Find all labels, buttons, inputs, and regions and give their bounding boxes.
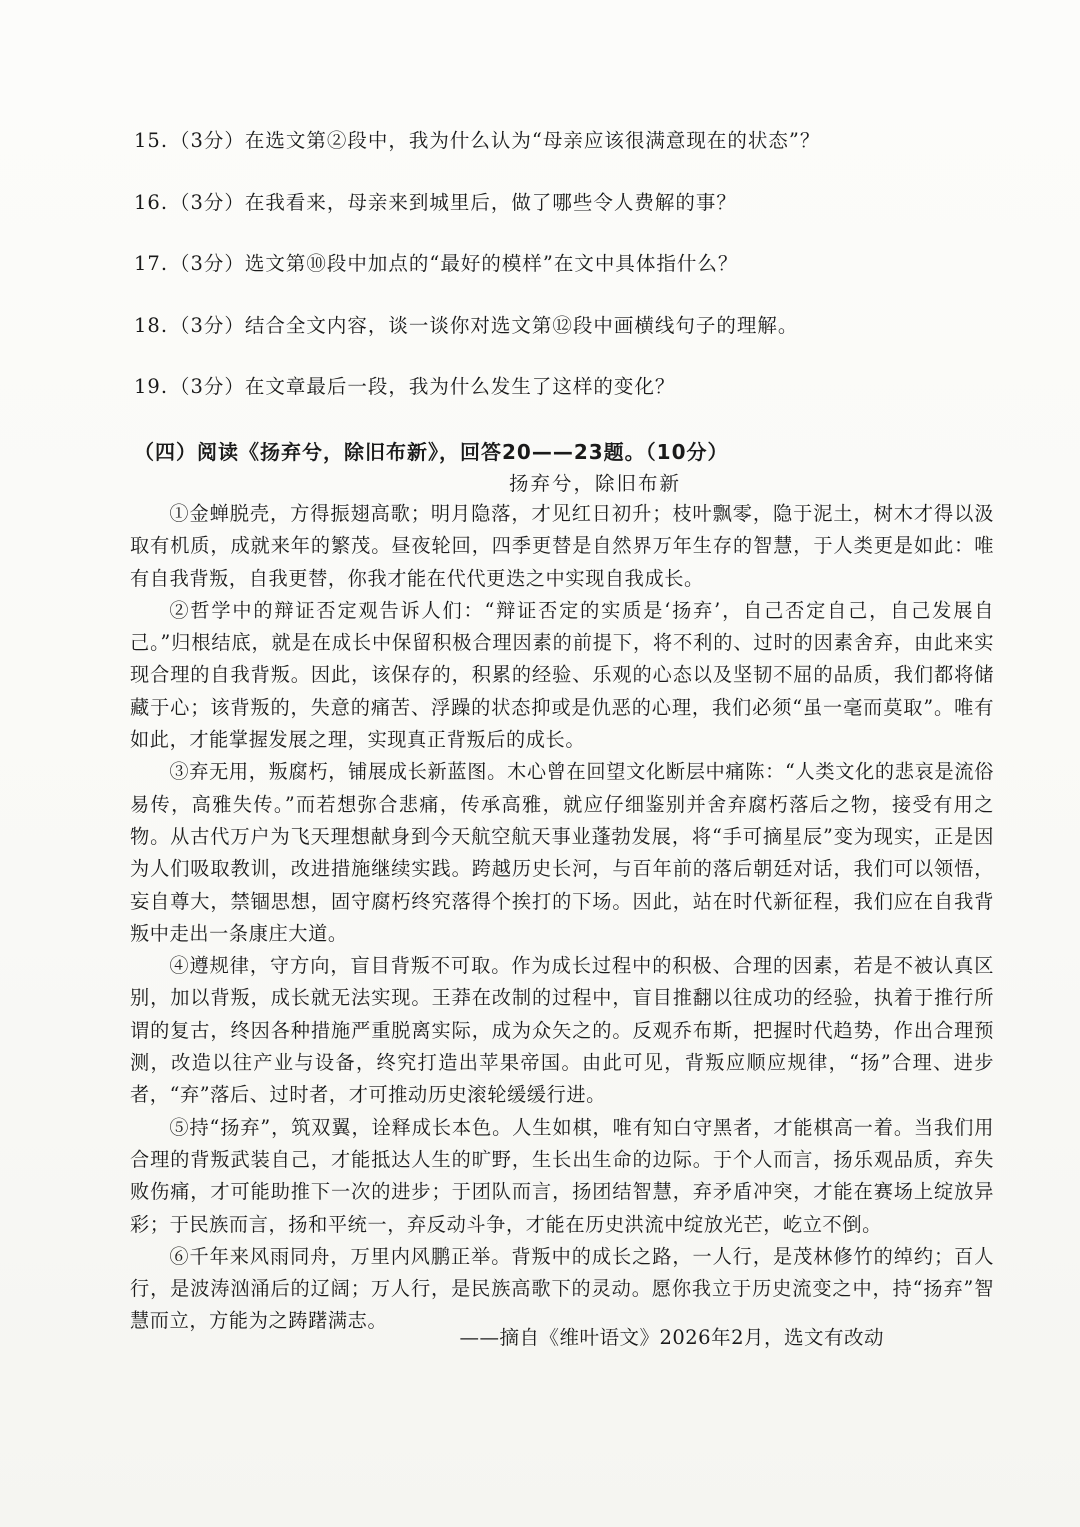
article-paragraph-3: ③弃无用，叛腐朽，铺展成长新蓝图。木心曾在回望文化断层中痛陈：“人类文化的悲哀是流俗易传，高雅失传。”而若想弥合悲痛，传承高雅，就应仔细鉴别并舍弃腐朽落后之物，接受有用之物。从古代万户为飞天理想献身到今天航空航天事业蓬勃发展，将“手可摘星辰”变为现实，正是因为人们吸取教训，改进措施继续实践。跨越历史长河，与百年前的落后朝廷对话，我们可以领悟，妄自尊大，禁锢思想，固守腐朽终究落得个挨打的下场。因此，站在时代新征程，我们应在自我背叛中走出一条康庄大道。 (130, 760, 994, 945)
question-15 (134, 126, 1014, 188)
question-text: （3分）在我看来，母亲来到城里后，做了哪些令人费解的事？ (170, 190, 737, 214)
question-18 (134, 311, 1014, 373)
article-paragraph-4: ④遵规律，守方向，盲目背叛不可取。作为成长过程中的积极、合理的因素，若是不被认真区别，加以背叛，成长就无法实现。王莽在改制的过程中，盲目推翻以往成功的经验，执着于推行所谓的复古，终因各种措施严重脱离实际，成为众矢之的。反观乔布斯，把握时代趋势，作出合理预测，改造以往产业与设备，终究打造出苹果帝国。由此可见，背叛应顺应规律，“扬”合理、进步者，“弃”落后、过时者，才可推动历史滚轮缓缓行进。 (130, 954, 994, 1107)
question-number: 19. (134, 375, 169, 398)
question-number: 18. (134, 313, 169, 337)
question-text: （3分）选文第⑩段中加点的“最好的模样”在文中具体指什么？ (170, 252, 739, 275)
article-paragraph-5: ⑤持“扬弃”，筑双翼，诠释成长本色。人生如棋，唯有知白守黑者，才能棋高一着。当我们用合理的背叛武装自己，才能抵达人生的旷野，生长出生命的边际。于个人而言，扬乐观品质，弃失败伤痛，才可能助推下一次的进步；于团队而言，扬团结智慧，弃矛盾冲突，才能在赛场上绽放异彩；于民族而言，扬和平统一，弃反动斗争，才能在历史洪流中绽放光芒，屹立不倒。 (130, 1115, 994, 1236)
article-paragraph-2: ②哲学中的辩证否定观告诉人们：“辩证否定的实质是‘扬弃’，自己否定自己，自己发展自己。”归根结底，就是在成长中保留积极合理因素的前提下，将不利的、过时的因素舍弃，由此来实现合理的自我背叛。因此，该保存的，积累的经验、乐观的心态以及坚韧不屈的品质，我们都将储藏于心；该背叛的，失意的痛苦、浮躁的状态抑或是仇恶的心理，我们必须“虽一毫而莫取”。唯有如此，才能掌握发展之理，实现真正背叛后的成长。 (130, 598, 994, 752)
question-16 (134, 188, 1014, 250)
question-number: 17. (134, 252, 169, 275)
question-17 (134, 249, 1014, 311)
article-source: ——摘自《维叶语文》2026年2月，选文有改动 (459, 1326, 884, 1349)
article-paragraph-1: ①金蝉脱壳，方得振翅高歌；明月隐落，才见红日初升；枝叶飘零，隐于泥土，树木才得以汲取有机质，成就来年的繁茂。昼夜轮回，四季更替是自然界万年生存的智慧，于人类更是如此：唯有自我背叛，自我更替，你我才能在代代更迭之中实现自我成长。 (130, 502, 994, 590)
question-text: （3分）在文章最后一段，我为什么发生了这样的变化？ (170, 375, 676, 398)
question-number: 15. (134, 129, 169, 152)
article-paragraph-6: ⑥千年来风雨同舟，万里内风鹏正举。背叛中的成长之路，一人行，是茂林修竹的绰约；百人行，是波涛汹涌后的辽阔；万人行，是民族高歌下的灵动。愿你我立于历史流变之中，持“扬弃”智慧而立，方能为之踌躇满志。 (130, 1244, 994, 1333)
article-body (130, 498, 994, 1338)
question-19 (134, 372, 1014, 434)
question-text: （3分）结合全文内容，谈一谈你对选文第⑫段中画横线句子的理解。 (170, 313, 799, 337)
question-list (134, 126, 1014, 434)
question-number: 16. (134, 190, 169, 214)
question-text: （3分）在选文第②段中，我为什么认为“母亲应该很满意现在的状态”？ (170, 129, 821, 152)
section-header: （四）阅读《扬弃兮，除旧布新》，回答20——23题。（10分） (134, 440, 729, 464)
article-title: 扬弃兮，除旧布新 (508, 472, 681, 495)
